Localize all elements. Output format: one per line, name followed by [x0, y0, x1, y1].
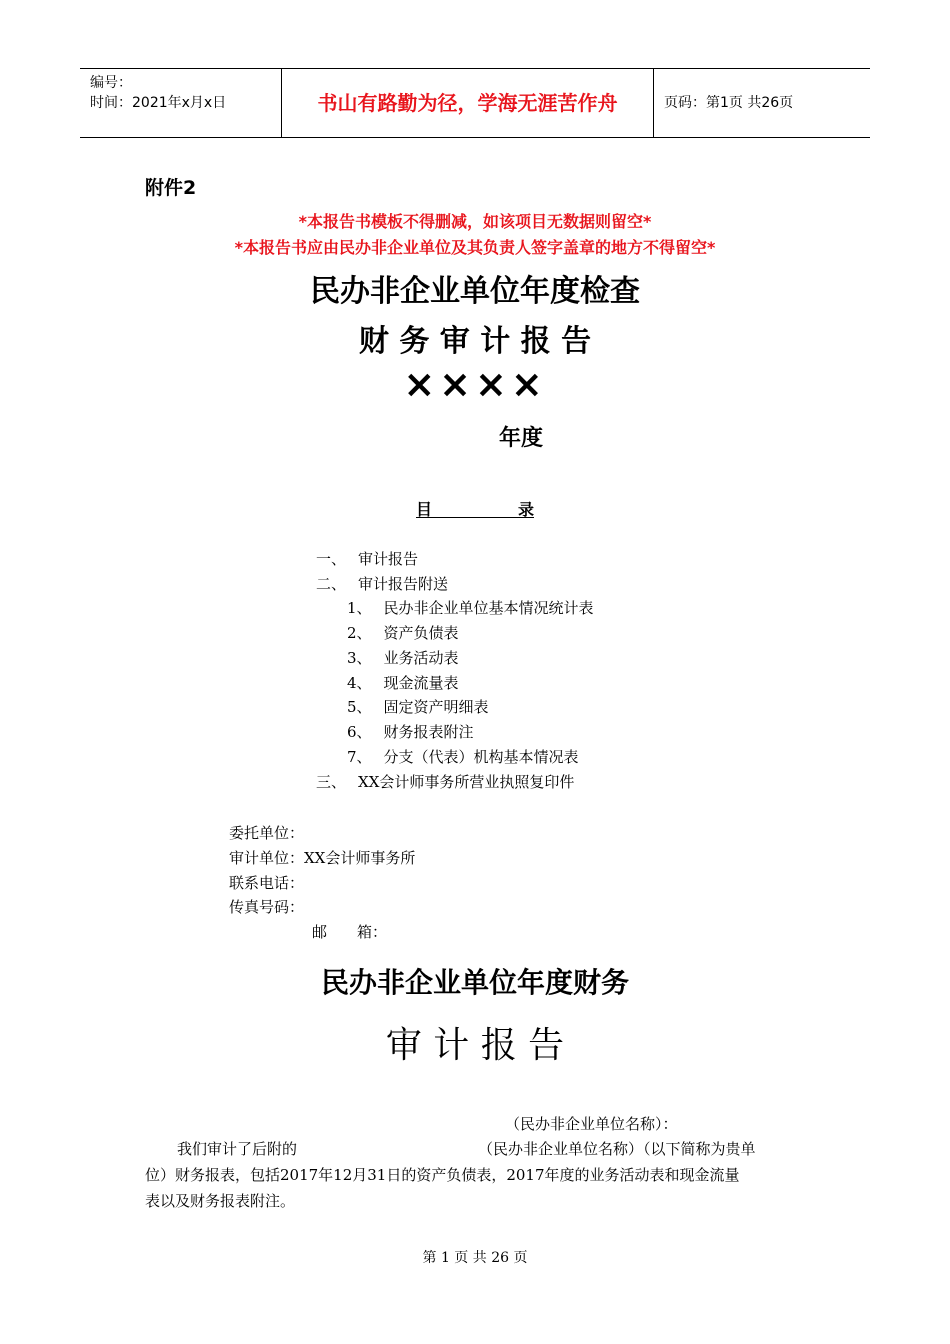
report-addressee: （民办非企业单位名称）：: [505, 1115, 678, 1133]
report-title-line1: 民办非企业单位年度财务: [320, 966, 629, 999]
contact-entrust: 委托单位：: [229, 824, 305, 842]
header-motto: 书山有路勤为径，学海无涯苦作舟: [281, 69, 654, 137]
toc-subitem: [347, 647, 459, 668]
notice-1: *本报告书模板不得删减，如该项目无数据则留空*: [298, 212, 652, 231]
toc-subitem-label: 民办非企业单位基本情况统计表: [383, 599, 594, 617]
toc-subitem-label: 业务活动表: [383, 649, 459, 667]
toc-section-num: 三、: [316, 773, 347, 791]
toc-subitem-num: 1、: [347, 599, 372, 617]
toc-subitem: [347, 622, 459, 643]
report-para-line1b: （民办非企业单位名称）（以下简称为贵单: [478, 1140, 756, 1158]
toc-section-2: [316, 573, 448, 594]
toc-subitem-num: 3、: [347, 649, 372, 667]
report-title-line2: 审 计 报 告: [385, 1025, 565, 1066]
toc-section-label: 审计报告附送: [358, 575, 449, 593]
toc-subitem-num: 5、: [347, 698, 372, 716]
toc-subitem-label: 固定资产明细表: [383, 698, 489, 716]
toc-section-label: XX会计师事务所营业执照复印件: [358, 773, 575, 791]
toc-subitem-label: 资产负债表: [383, 624, 459, 642]
header-time-label: 时间：2021年x月x日: [90, 95, 227, 111]
report-para-line1a: 我们审计了后附的: [177, 1140, 298, 1158]
attachment-label: 附件2: [145, 177, 197, 199]
toc-subitem-label: 现金流量表: [383, 674, 459, 692]
header-page-code: 页码：第1页 共26页: [664, 95, 794, 111]
contact-auditor: 审计单位：XX会计师事务所: [229, 849, 416, 867]
toc-subitem-num: 4、: [347, 674, 372, 692]
report-para-line2: 位）财务报表，包括2017年12月31日的资产负债表，2017年度的业务活动表和现金流量: [145, 1166, 740, 1184]
toc-section-num: 一、: [316, 550, 347, 568]
toc-section-num: 二、: [316, 575, 347, 593]
cover-title-line1: 民办非企业单位年度检查: [310, 274, 640, 309]
cover-year-placeholder: ××××: [403, 362, 547, 406]
toc-heading: [416, 497, 534, 518]
notice-2: *本报告书应由民办非企业单位及其负责人签字盖章的地方不得留空*: [234, 238, 716, 257]
toc-subitem: [347, 597, 594, 618]
toc-subitem-label: 财务报表附注: [383, 723, 474, 741]
contact-email-b: 箱：: [357, 923, 388, 941]
toc-section-3: [316, 771, 574, 792]
toc-subitem: [347, 672, 459, 693]
header-number-label: 编号：: [90, 75, 132, 91]
toc-subitem: [347, 696, 489, 717]
toc-subitem: [347, 746, 579, 767]
toc-subitem: [347, 721, 474, 742]
toc-subitem-num: 7、: [347, 748, 372, 766]
contact-phone: 联系电话：: [229, 874, 305, 892]
toc-subitem-num: 2、: [347, 624, 372, 642]
toc-heading-right: 录: [517, 500, 534, 519]
contact-email: [312, 921, 387, 942]
contact-email-a: 邮: [312, 923, 328, 941]
cover-title-line2: 财 务 审 计 报 告: [358, 324, 592, 359]
report-para-line3: 表以及财务报表附注。: [145, 1192, 296, 1210]
cover-year-suffix: 年度: [499, 426, 544, 451]
header-meta: [80, 69, 281, 137]
toc-section-1: [316, 548, 418, 569]
contact-fax: 传真号码：: [229, 898, 305, 916]
page-footer: 第 1 页 共 26 页: [422, 1250, 528, 1266]
toc-subitem-num: 6、: [347, 723, 372, 741]
toc-subitem-label: 分支（代表）机构基本情况表: [383, 748, 579, 766]
toc-heading-left: 目: [416, 500, 433, 519]
page-header: [80, 68, 870, 138]
toc-section-label: 审计报告: [358, 550, 419, 568]
